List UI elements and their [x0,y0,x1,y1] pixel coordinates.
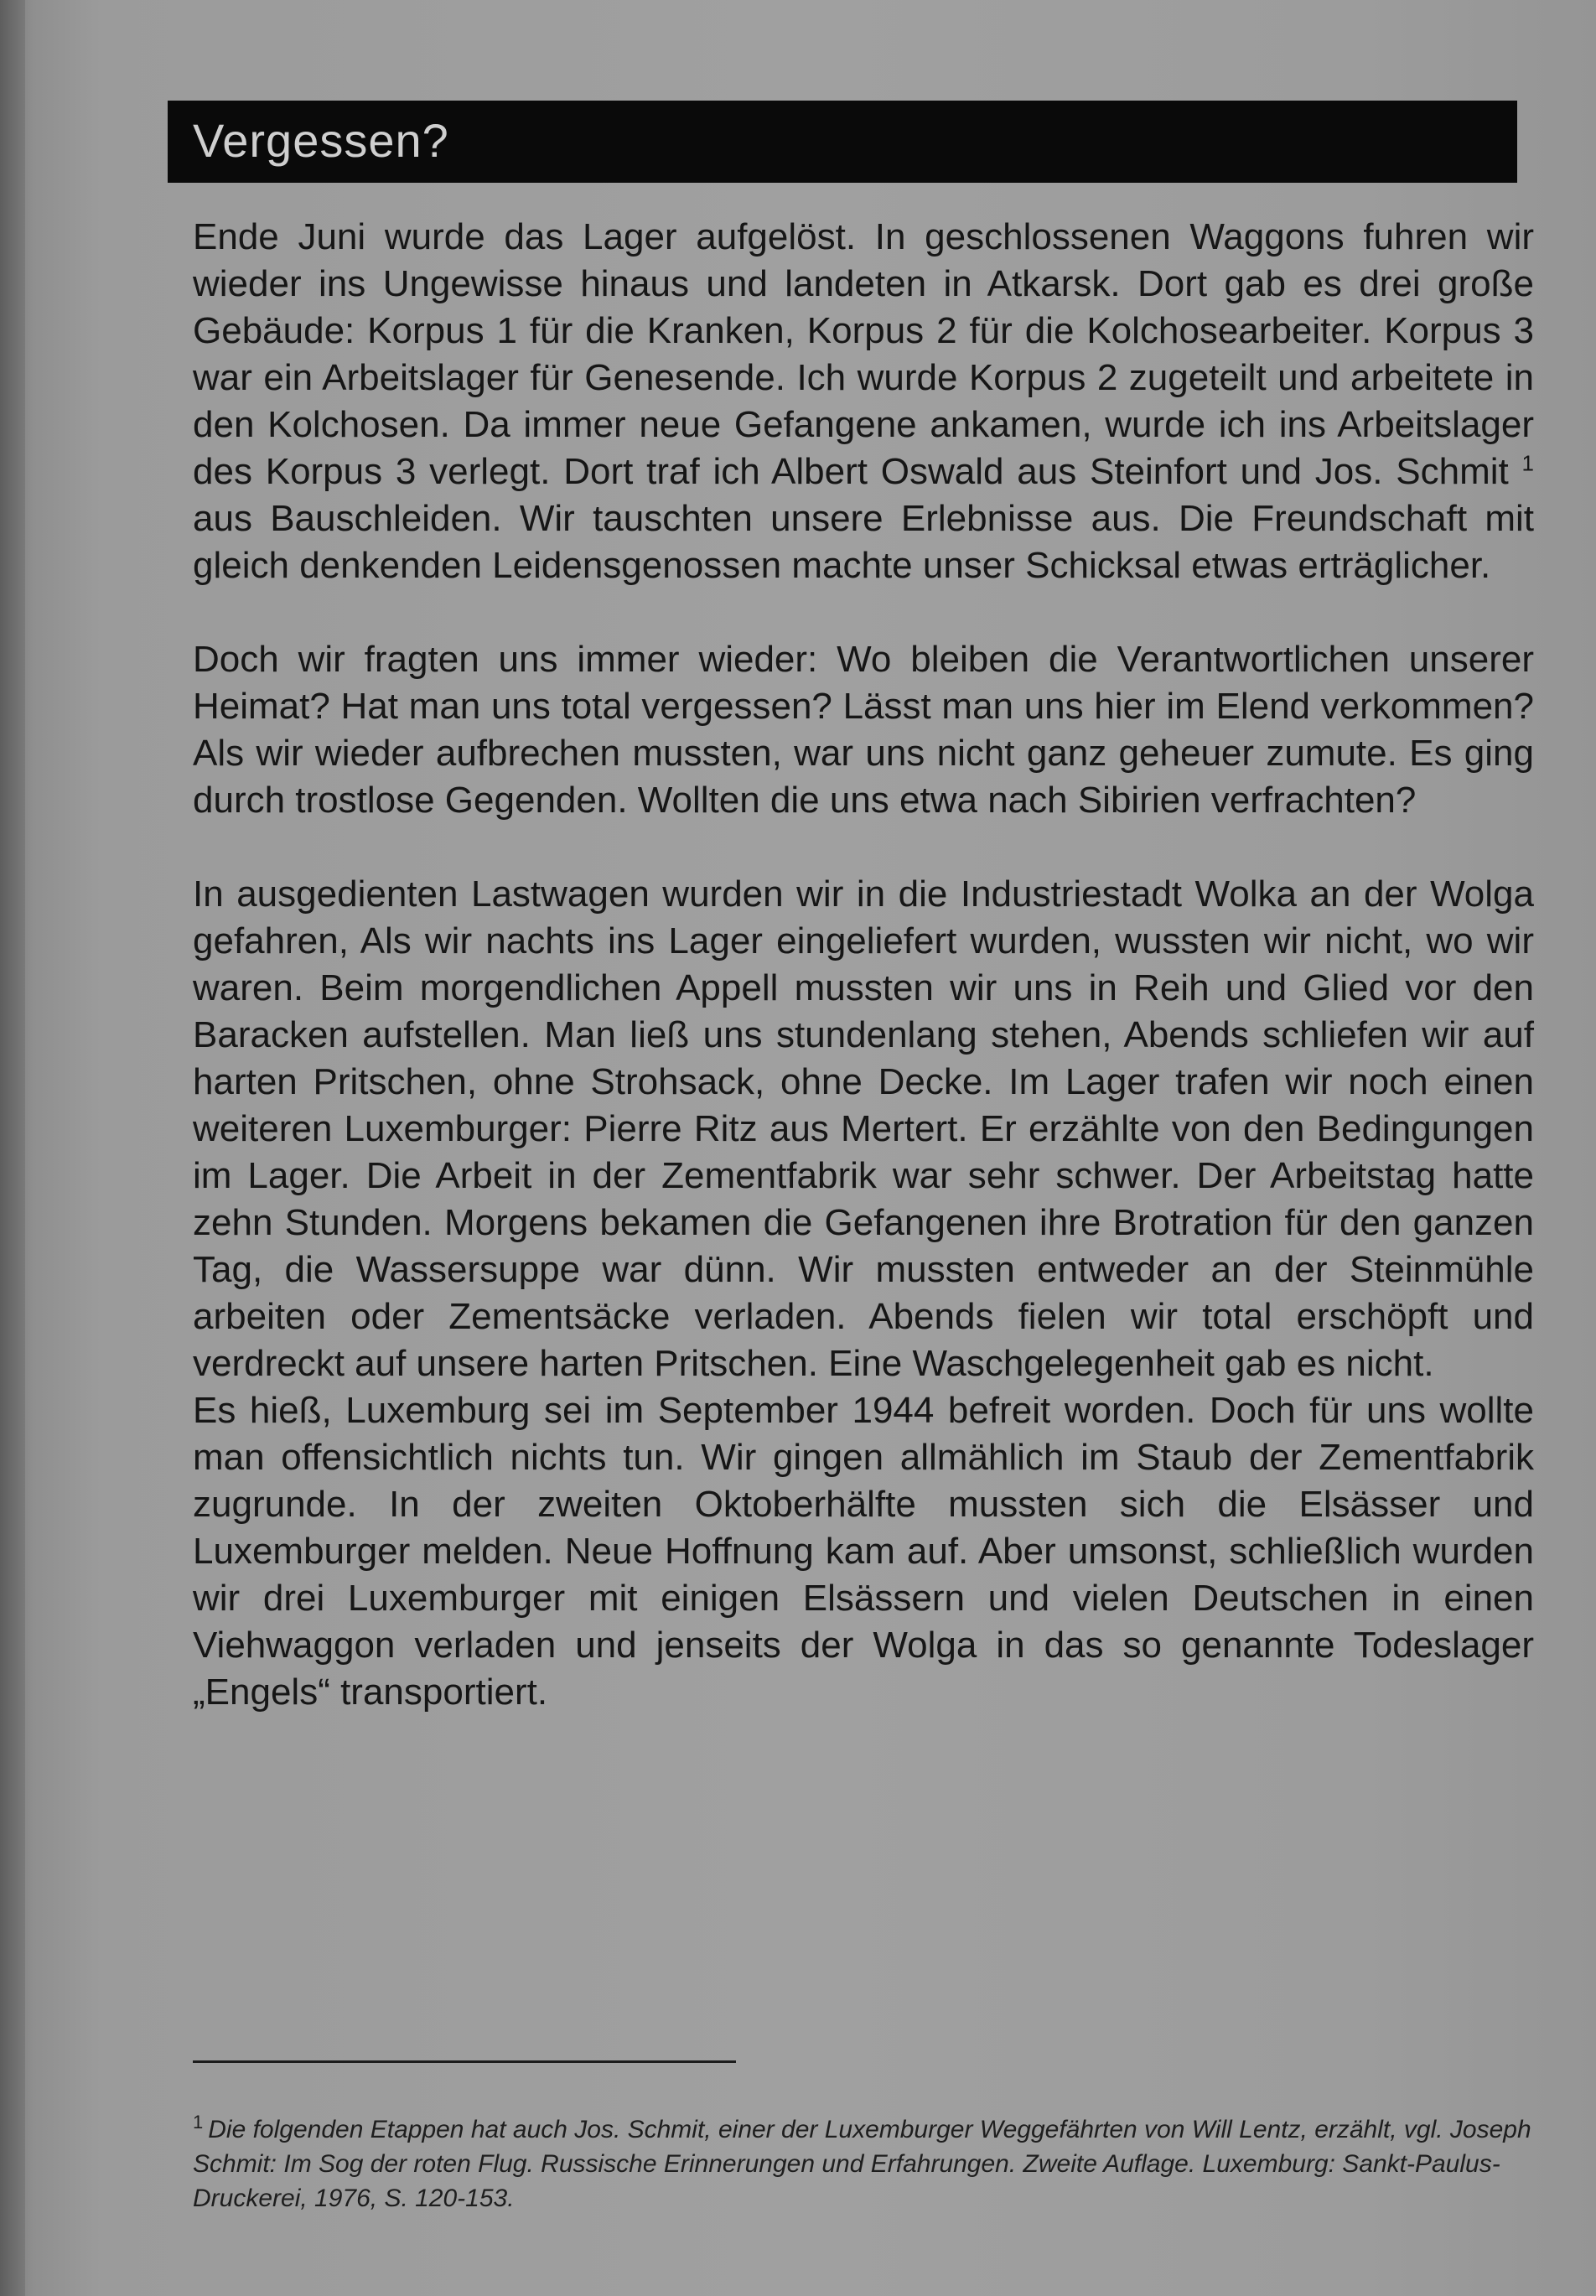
footnote [193,2112,1534,2216]
footnote-text: Die folgenden Etappen hat auch Jos. Schmit, einer der Luxemburger Weggefährten von Will Lentz, erzählt, vgl. Joseph Schmit: Im Sog der roten Flug. Russische Erinnerungen und Erfahrungen. Zweite Auflage. Luxemburg: Sankt-Paulus-Druckerei, 1976, S. 120-153. [193,2116,1531,2212]
paragraph-3: In ausgedienten Lastwagen wurden wir in die Industriestadt Wolka an der Wolga gefahren, Als wir nachts ins Lager eingeliefert wurden, wussten wir nicht, wo wir waren. Beim morgendlichen Appell mussten wir uns in Reih und Glied vor den Baracken aufstellen. Man ließ uns stundenlang stehen, Abends schliefen wir auf harten Pritschen, ohne Strohsack, ohne Decke. Im Lager trafen wir noch einen weiteren Luxemburger: Pierre Ritz aus Mertert. Er erzählte von den Bedingungen im Lager. Die Arbeit in der Zementfabrik war sehr schwer. Der Arbeitstag hatte zehn Stunden. Morgens bekamen die Gefangenen ihre Brotration für den ganzen Tag, die Wassersuppe war dünn. Wir mussten entweder an der Steinmühle arbeiten oder Zementsäcke verladen. Abends fielen wir total erschöpft und verdreckt auf unsere harten Pritschen. Eine Waschgelegenheit gab es nicht. [193,873,1534,1384]
page-edge-shadow [0,0,25,2296]
footnote-number: 1 [193,2112,204,2133]
footnote-divider [193,2060,736,2063]
paragraph-1-text-b: aus Bauschleiden. Wir tauschten unsere Erlebnisse aus. Die Freundschaft mit gleich denkenden Leidensgenossen machte unser Schicksal etwas erträglicher. [193,498,1534,586]
body-text [193,214,1534,1716]
paragraph-2: Doch wir fragten uns immer wieder: Wo bleiben die Verantwortlichen unserer Heimat? Hat man uns total vergessen? Lässt man uns hier im Elend verkommen? Als wir wieder aufbrechen mussten, war uns nicht ganz geheuer zumute. Es ging durch trostlose Gegenden. Wollten die uns etwa nach Sibirien verfrachten? [193,639,1534,821]
paragraph-1 [193,214,1534,589]
paragraph-1-text-a: Ende Juni wurde das Lager aufgelöst. In geschlossenen Waggons fuhren wir wieder ins Ungewisse hinaus und landeten in Atkarsk. Dort gab es drei große Gebäude: Korpus 1 für die Kranken, Korpus 2 für die Kolchosearbeiter. Korpus 3 war ein Arbeitslager für Genesende. Ich wurde Korpus 2 zugeteilt und arbeitete in den Kolchosen. Da immer neue Gefangene ankamen, wurde ich ins Arbeitslager des Korpus 3 verlegt. Dort traf ich Albert Oswald aus Steinfort und Jos. Schmit [193,216,1534,492]
section-title-bar [168,101,1517,183]
footnote-reference: 1 [1521,450,1534,476]
section-title: Vergessen? [193,114,449,167]
paragraph-4: Es hieß, Luxemburg sei im September 1944 befreit worden. Doch für uns wollte man offensichtlich nichts tun. Wir gingen allmählich im Staub der Zementfabrik zugrunde. In der zweiten Oktoberhälfte mussten sich die Elsässer und Luxemburger melden. Neue Hoffnung kam auf. Aber umsonst, schließlich wurden wir drei Luxemburger mit einigen Elsässern und vielen Deutschen in einen Viehwaggon verladen und jenseits der Wolga in das so genannte Todeslager „Engels“ transportiert. [193,1390,1534,1713]
